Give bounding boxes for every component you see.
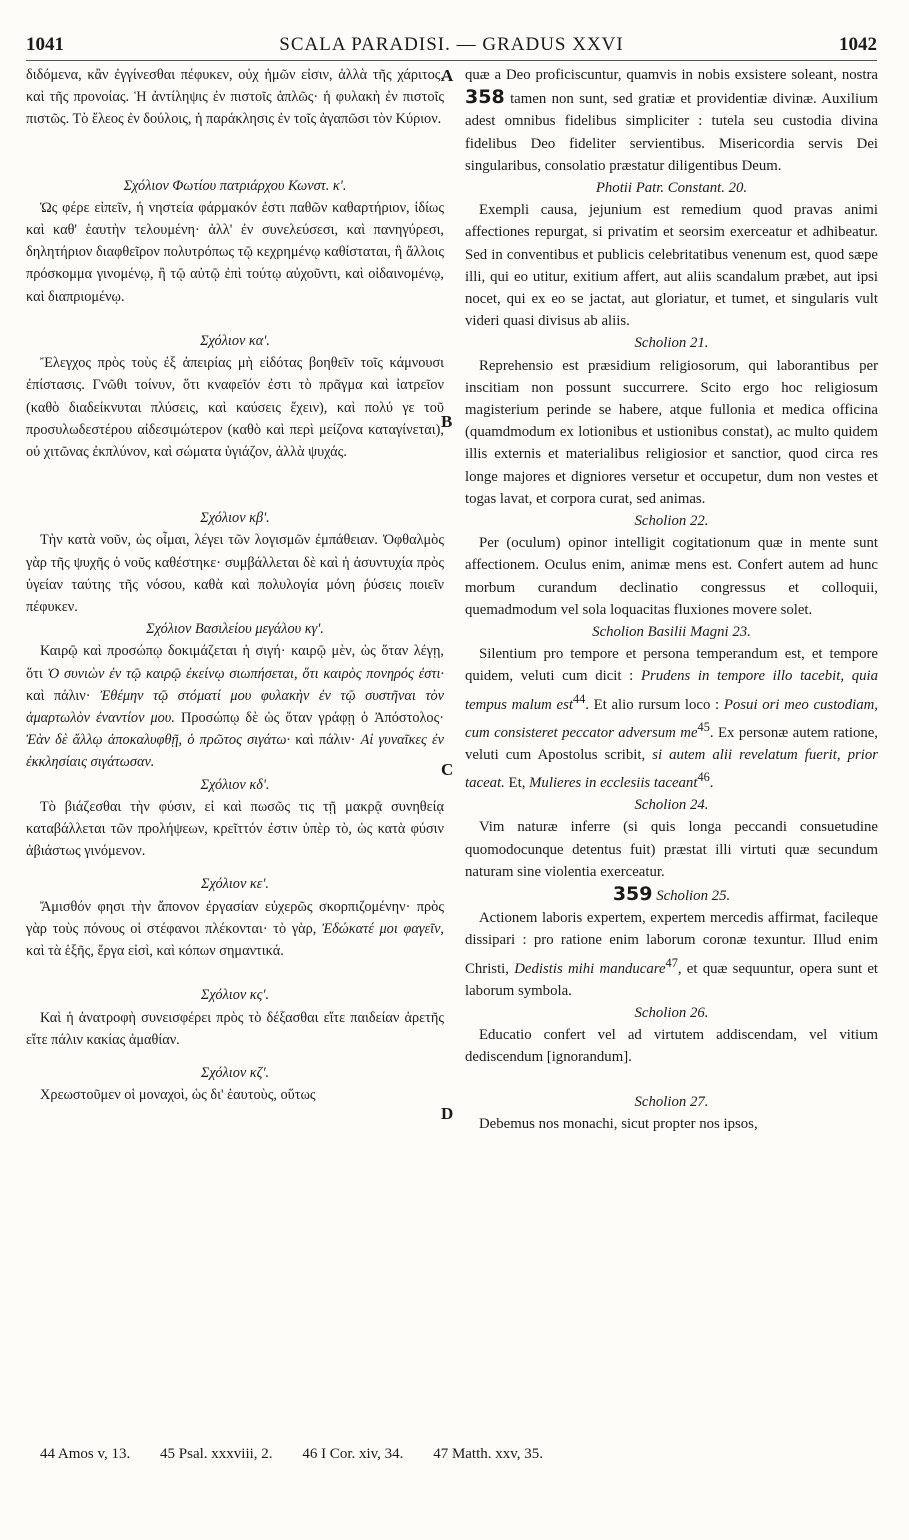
latin-paragraph: Educatio confert vel ad virtutem addiscendam, vel vitium dediscendum [ignorandum]. [465, 1027, 878, 1066]
latin-paragraph: Reprehensio est præsidium religiosorum, qui laborantibus per inscitiam non possunt succurrere. Scito ergo hoc religiosum magisterium perinde se habere, atque fullonia et medica officina (quamdmodum ex lotionibus et ustionibus constat), ac multo quidem illis externis et materialibus religiosior et sanctior, quod circa res longe majores et digniores versetur et occupetur, dum non vestes et togas lavat, et corpora curat, sed animas. [465, 357, 878, 507]
latin-heading: Scholion 26. [634, 1005, 709, 1022]
latin-heading: Scholion 21. [634, 335, 709, 352]
page-number-right: 1042 [839, 34, 877, 55]
footnote-ref: 45 [697, 719, 710, 734]
greek-heading: Σχόλιον κβ'. [200, 510, 270, 527]
running-title: SCALA PARADISI. — GRADUS XXVI [279, 34, 624, 55]
greek-paragraph: Ἄμισθόν φησι τὴν ἄπονον ἐργασίαν εὐχερῶς σκορπιζομένην· πρὸς γὰρ τοὺς πόνους οἱ στέφανοι πλέκονται· τὸ γὰρ, Ἐδώκατέ μοι φαγεῖν, καὶ τὰ ἑξῆς, ἔργα εἰσὶ, καὶ κόπων σημαντικά. [26, 898, 445, 960]
footnote-ref: 46 [697, 770, 710, 785]
latin-heading: Scholion 22. [634, 513, 709, 530]
greek-heading: Σχόλιον κδ'. [200, 776, 270, 793]
latin-paragraph: Actionem laboris expertem, expertem mercedis affirmat, facileque dissipari : pro ratione enim laborum coronæ texuntur. Illud enim Christi, Dedistis mihi manducare$^{47}$, et quæ sequuntur, opera sunt et laborum symbola. [465, 910, 879, 999]
column-number-359: 359 [612, 883, 653, 906]
greek-paragraph: Καιρῷ καὶ προσώπῳ δοκιμάζεται ἡ σιγή· καιρῷ μὲν, ὡς ὅταν λέγῃ, ὅτι Ὁ συνιὼν ἐν τῷ καιρῷ ἐκείνῳ σιωπήσεται, ὅτι καιρὸς πονηρός ἐστι· καὶ πάλιν· Ἐθέμην τῷ στόματί μου φυλακὴν ἐν τῷ συστῆναι τὸν ἁμαρτωλὸν ἐναντίον μου. Προσώπῳ δὲ ὡς ὅταν γράφῃ ὁ Ἀπόστολος· Ἐὰν δὲ ἄλλῳ ἀποκαλυφθῇ, ὁ πρῶτος σιγάτω· καὶ πάλιν· Αἱ γυναῖκες ἐν ἐκκλησίαις σιγάτωσαν. [26, 643, 445, 771]
greek-paragraph: Καὶ ἡ ἀνατροφὴ συνεισφέρει πρὸς τὸ δέξασθαι εἴτε παιδείαν ἀρετῆς εἴτε πάλιν κακίας ἀμαθίαν. [26, 1009, 444, 1048]
footnotes [40, 1446, 879, 1463]
greek-heading: Σχόλιον κα'. [200, 333, 270, 350]
greek-heading: Σχόλιον κε'. [201, 876, 269, 893]
page-number-left: 1041 [26, 34, 64, 55]
running-header [26, 34, 877, 61]
footnote: 46 I Cor. xiv, 34. [302, 1446, 404, 1462]
latin-heading: Photii Patr. Constant. 20. [595, 180, 748, 197]
greek-column [26, 64, 444, 1107]
latin-column [465, 64, 878, 1135]
footnote: 44 Amos v, 13. [40, 1446, 131, 1462]
latin-paragraph: Silentium pro tempore et persona temperandum est, et tempore quidem, veluti cum dicit : Prudens in tempore illo tacebit, quia tempus malum est$^{44}$. Et alio rursum loco : Posui ori meo custodiam, cum consisteret peccator adversum $me^{45}$. Ex personæ autem ratione, veluti cum Apostolus scribit, si autem alii revelatum fuerit, prior taceat. Et, Mulieres in ecclesiis taceant$^{46}$. [465, 646, 879, 792]
greek-heading: Σχόλιον Φωτίου πατριάρχου Κωνστ. κ'. [123, 177, 347, 194]
greek-paragraph: Τὸ βιάζεσθαι τὴν φύσιν, εἰ καὶ πωσῶς τις τῇ μακρᾷ συνηθείᾳ καταβάλλεται τῶν προλήψεων, κρεῖττόν ἐστιν ὑπὲρ τὸ, ὡς κατὰ φύσιν ἀβιάστως γινόμενον. [26, 798, 444, 860]
latin-heading: Scholion Basilii Magni 23. [592, 624, 751, 641]
margin-letter-b: B [441, 412, 453, 431]
column-number-358: 358 [465, 86, 505, 109]
greek-heading: Σχόλιον κς'. [200, 987, 270, 1004]
footnote-ref: 44 [572, 691, 586, 706]
latin-heading-25: 359 Scholion 25. [612, 883, 731, 906]
greek-paragraph: Ἔλεγχος πρὸς τοὺς ἐξ ἀπειρίας μὴ εἰδότας βοηθεῖν τοῖς κάμνουσι ἐπίστασις. Γνῶθι τοίνυν, ὅτι κναφεῖόν ἐστι τὸ πρᾶγμα καὶ ἰατρεῖον (καθὸ διαδείκνυται πλύσεις, καὶ καύσεις ἔχειν), καὶ πολύ γε τοῦ προσυλωδεστέρου αἰδεσιμώτερον (καθὸ καὶ περὶ μείζονα καταγίνεται), οὐ χιτῶνας ἐκπλύνον, καὶ σώματα ὑγιάζον, ἀλλὰ ψυχάς. [26, 355, 444, 461]
margin-letter-a: A [441, 66, 454, 85]
footnote: 47 Matth. xxv, 35. [433, 1446, 544, 1462]
greek-heading: Σχόλιον Βασιλείου μεγάλου κγ'. [146, 621, 324, 638]
margin-letter-d: D [441, 1104, 454, 1123]
greek-heading: Σχόλιον κζ'. [200, 1065, 270, 1082]
greek-paragraph: Χρεωστοῦμεν οἱ μοναχοὶ, ὡς δι' ἑαυτοὺς, οὕτως [40, 1087, 316, 1104]
margin-letter-c: C [441, 760, 454, 779]
footnote: 45 Psal. xxxviii, 2. [160, 1446, 273, 1462]
latin-paragraph: Vim naturæ inferre (si quis longa peccandi consuetudine quomodocunque detentus fuit) præstat illi virtuti quæ secundum naturam sine violentia exerceatur. [465, 819, 878, 880]
latin-paragraph: Exempli causa, jejunium est remedium quod pravas animi affectiones repurgat, si privatim et seorsim exerceatur et adhibeatur. Sed in conventibus et publicis celebritatibus venenum est, quod sæpe illi, qui eo utitur, exitium affert, aut aliis scandalum præbet, aut ipsi nocet, qui ex eo se jactat, aut gloriatur, et tumet, et singularis vult videri quasi divisus ab aliis. [465, 202, 878, 330]
latin-heading: Scholion 24. [634, 797, 709, 814]
latin-heading: Scholion 27. [634, 1093, 709, 1110]
greek-paragraph: Τὴν κατὰ νοῦν, ὡς οἶμαι, λέγει τῶν λογισμῶν ἐμπάθειαν. Ὀφθαλμὸς γὰρ τῆς ψυχῆς ὁ νοῦς καθέστηκε· συμβάλλεται δὲ καὶ ἡ ἀσυντυχία πρὸς ὑγείαν ταύτης τῆς νόσου, καθὰ καὶ πολυλογία μόνη ῥύσεις ποιεῖν πέφυκεν. [26, 532, 444, 616]
footnote-ref: 47 [665, 955, 678, 970]
greek-paragraph: Ὡς φέρε εἰπεῖν, ἡ νηστεία φάρμακόν ἐστι παθῶν καθαρτήριον, ἰδίως καὶ καθ' ἑαυτὴν τελουμένη· ἀλλ' ἐν συνελεύσεσι, καὶ πανηγύρεσι, δηλητήριον διαφθεῖρον πολυτρόπως τῷ κεχρημένῳ καθίσταται, ἢ ἄλλοις πρόσκομμα γινομένῳ, ἢ τῷ αὐτῷ ἐπὶ τούτῳ αὐχοῦντι, καὶ οἰδαινομένῳ, καὶ διαπριομένῳ. [26, 199, 444, 305]
greek-paragraph: διδόμενα, κἂν ἐγγίνεσθαι πέφυκεν, οὐχ ἡμῶν εἰσιν, ἀλλὰ τῆς χάριτος, καὶ τῆς προνοίας. Ἡ ἀντίληψις ἐν πιστοῖς ἁπλῶς· ἡ φυλακὴ ἐν πιστοῖς πιστῶς. Τὸ ἔλεος ἐν δούλοις, ἡ παράκλησις ἐν τοῖς ἀγαπῶσι τὸν Κύριον. [26, 67, 444, 128]
latin-paragraph: quæ a Deo proficiscuntur, quamvis in nobis exsistere soleant, nostra 358 tamen non sunt, sed gratiæ et providentiæ divinæ. Auxilium adest omnibus fidelibus simpliciter : tutela seu custodia divina fidelibus Deo fideliter servientibus. Misericordia servis Dei singularibus, consolatio præstatur diligentibus Deum. [465, 67, 878, 174]
latin-paragraph: Per (oculum) opinor intelligit cogitationum quæ in mente sunt affectionem. Oculus enim, animæ mens est. Confert autem ad hunc morbum curandum declinatio congressus et colloquii, quemadmodum vel sola loquacitas fluxiones movere solet. [465, 535, 878, 618]
latin-paragraph: Debemus nos monachi, sicut propter nos ipsos, [479, 1116, 758, 1133]
